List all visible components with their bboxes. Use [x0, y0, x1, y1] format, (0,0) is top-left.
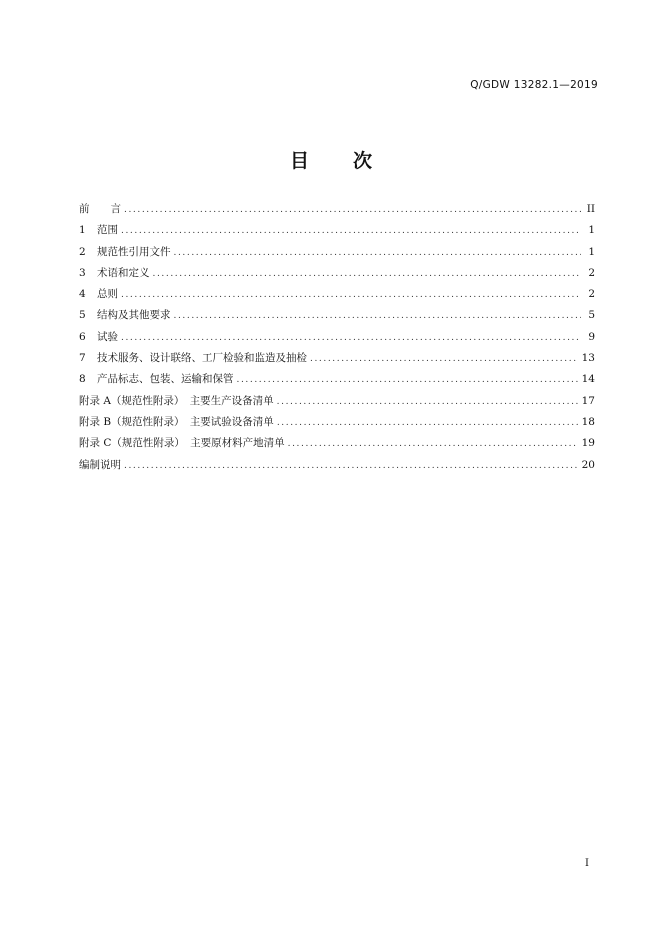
toc-entry-annex-b[interactable] — [79, 412, 595, 433]
toc-entry-label: 产品标志、包装、运输和保管 — [97, 373, 234, 386]
toc-entry-label: 范围 — [97, 224, 118, 237]
toc-entry-label: 编制说明 — [79, 458, 121, 471]
toc-entry-number: 5 — [79, 309, 86, 322]
toc-entry-page: 5 — [588, 309, 595, 322]
toc-entry-page: 14 — [581, 373, 595, 386]
toc-entry-page: 1 — [588, 224, 595, 237]
toc-entry-number: 1 — [79, 224, 86, 237]
toc-leader-dots — [124, 456, 578, 477]
toc-entry-label: 前 言 — [79, 203, 121, 215]
toc-entry-label: 术语和定义 — [97, 266, 150, 279]
toc-entry-label: 附录 B（规范性附录） 主要试验设备清单 — [79, 415, 274, 428]
toc-entry-technical-service[interactable] — [79, 348, 595, 369]
toc-entry-label: 附录 C（规范性附录） 主要原材料产地清单 — [79, 437, 285, 450]
toc-entry-marking-packaging[interactable] — [79, 369, 595, 390]
toc-leader-dots — [124, 200, 581, 221]
toc-leader-dots — [174, 306, 582, 327]
toc-entry-terms-definitions[interactable] — [79, 263, 595, 284]
toc-entry-number: 3 — [79, 266, 86, 279]
toc-entry-number: 7 — [79, 352, 86, 365]
toc-entry-label: 附录 A（规范性附录） 主要生产设备清单 — [79, 394, 274, 407]
toc-entry-page: 13 — [581, 352, 595, 365]
toc-entry-page: 2 — [588, 288, 595, 301]
toc-entry-structure[interactable] — [79, 305, 595, 326]
toc-entry-annex-a[interactable] — [79, 391, 595, 412]
toc-title — [0, 146, 662, 173]
toc-entry-page: 1 — [588, 245, 595, 258]
toc-entry-number: 2 — [79, 245, 86, 258]
toc-entry-page: 2 — [588, 266, 595, 279]
toc-entry-page: 9 — [588, 330, 595, 343]
toc-leader-dots — [310, 349, 578, 370]
toc-entry-label: 结构及其他要求 — [97, 309, 171, 322]
toc-leader-dots — [153, 264, 582, 285]
toc-leader-dots — [277, 413, 578, 434]
document-code: Q/GDW 13282.1—2019 — [470, 79, 598, 91]
toc-leader-dots — [174, 243, 582, 264]
toc-entry-number: 8 — [79, 373, 86, 386]
toc-entry-label: 总则 — [97, 288, 118, 301]
toc-entry-general[interactable] — [79, 284, 595, 305]
toc-entry-page: 19 — [581, 437, 595, 450]
toc-entry-tests[interactable] — [79, 327, 595, 348]
toc-entry-page: II — [586, 203, 595, 215]
toc-entry-label: 试验 — [97, 330, 118, 343]
toc-entry-page: 20 — [581, 458, 595, 471]
page-number: I — [585, 858, 589, 869]
toc-leader-dots — [121, 285, 581, 306]
toc-leader-dots — [277, 392, 578, 413]
toc-entry-number: 6 — [79, 330, 86, 343]
toc-entry-number: 4 — [79, 288, 86, 301]
toc-entry-page: 17 — [581, 394, 595, 407]
toc-title-part1: 目 — [289, 150, 309, 172]
toc-entry-annex-c[interactable] — [79, 433, 595, 454]
toc-title-part2: 次 — [353, 150, 373, 172]
toc-entry-scope[interactable] — [79, 220, 595, 241]
toc-leader-dots — [121, 221, 581, 242]
toc-entry-label: 规范性引用文件 — [97, 245, 171, 258]
toc-entry-compilation-notes[interactable] — [79, 455, 595, 476]
toc-entry-label: 技术服务、设计联络、工厂检验和监造及抽检 — [97, 352, 307, 365]
toc-entry-foreword[interactable] — [79, 199, 595, 220]
table-of-contents — [79, 199, 595, 476]
toc-entry-normative-references[interactable] — [79, 242, 595, 263]
toc-leader-dots — [121, 328, 581, 349]
toc-leader-dots — [288, 434, 578, 455]
toc-leader-dots — [237, 370, 578, 391]
toc-entry-page: 18 — [581, 415, 595, 428]
